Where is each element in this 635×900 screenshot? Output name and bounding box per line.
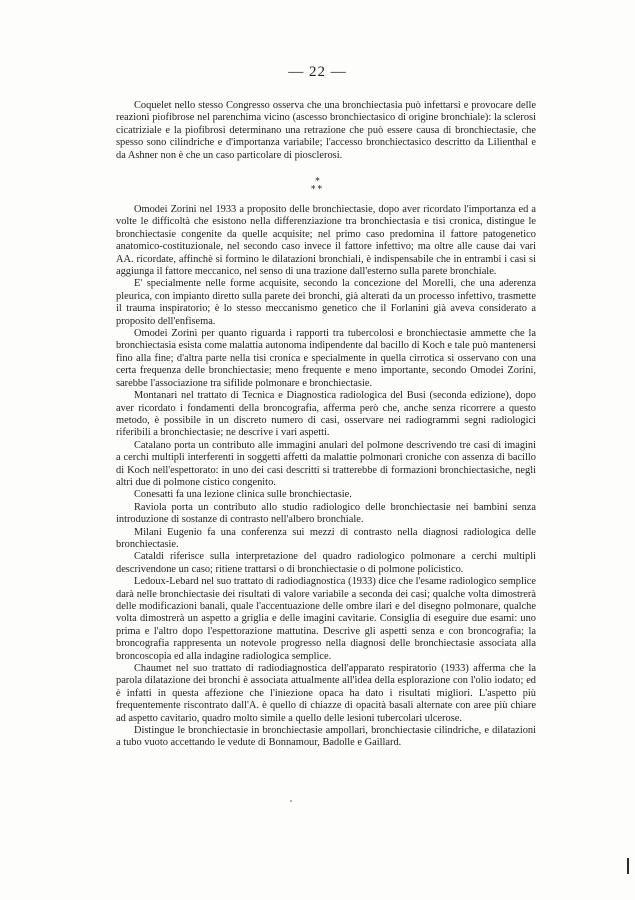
scan-margin-mark bbox=[627, 858, 629, 874]
paragraph: Catalano porta un contributo alle immagini anulari del polmone descrivendo tre casi di imagini a cerchi multipli interferenti in soggetti affetti da malattie polmonari croniche con assenza di bacillo di Koch nell'espettorato: in uno dei casi descritti si tratterebbe di formazioni bronchiectasiche, negli altri due di polmone cistico congenito. bbox=[116, 439, 536, 488]
page-number: — 22 — bbox=[288, 64, 347, 80]
paragraph: Conesatti fa una lezione clinica sulle bronchiectasie. bbox=[134, 489, 352, 501]
paragraph: Omodei Zorini per quanto riguarda i rapporti tra tubercolosi e bronchiectasie ammette che la bronchiectasia esista come malattia autonoma indipendente dal bacillo di Koch e tale può mantenersi fino alla fine; d'altra parte nella tisi cronica e specialmente in quella cirrotica si osservano con una certa frequenza delle bronchiectasie; meno frequente e meno importante, secondo Omodei Zorini, sarebbe l'associazione tra sifilide polmonare e bronchiectasie. bbox=[116, 328, 536, 389]
paragraph: Distingue le bronchiectasie in bronchiectasie ampollari, bronchiectasie cilindriche, e dilatazioni a tubo vuoto accettando le vedute di Bonnamour, Badolle e Gaillard. bbox=[116, 725, 536, 749]
paragraph: Ledoux-Lebard nel suo trattato di radiodiagnostica (1933) dice che l'esame radiologico semplice darà nelle bronchiectasie dei risultati di valore variabile a seconda dei casi; qualche volta dimostrerà delle modificazioni banali, quale l'accentuazione delle ombre ilari e del disegno polmonare, qualche volta dimostrerà un aspetto a griglia e delle imagini cavitarie. Consiglia di eseguire due esami: uno prima e l'altro dopo l'espettorazione mattutina. Descrive gli aspetti senza e con broncografia; la broncografia rappresenta un notevole progresso nella diagnosi delle bronchiectasie associata alla broncoscopia ed alla indagine radiologica semplice. bbox=[116, 576, 536, 662]
paragraph: Coquelet nello stesso Congresso osserva che una bronchiectasia può infettarsi e provocare delle reazioni piofibrose nel parenchima vicino (ascesso bronchiectasico di origine bronchiale): la sclerosi cicatriziale e la piofibrosi determinano una retrazione che può essere causa di bronchiectasie, che spesso sono cilindriche e d'importanza variabile; l'accesso bronchiectasico descritto da Lilienthal e da Ashner non è che un caso particolare di piosclerosi. bbox=[116, 100, 536, 161]
asterism-top: * bbox=[315, 177, 320, 187]
section-asterism bbox=[0, 178, 635, 194]
opening-section bbox=[116, 100, 536, 162]
main-section bbox=[116, 204, 536, 750]
paragraph: Chaumet nel suo trattato di radiodiagnostica dell'apparato respiratorio (1933) afferma che la parola dilatazione dei bronchi è associata attualmente all'idea della esplorazione con l'olio iodato; ed è infatti in questa affezione che l'iniezione opaca ha dato i risultati migliori. L'aspetto più frequentemente riscontrato dall'A. è quello di chiazze di opacità basali alternate con aree più chiare ad aspetto cavitario, quadro molto simile a quello delle lesioni tubercolari ulcerose. bbox=[116, 663, 536, 724]
paragraph: Omodei Zorini nel 1933 a proposito delle bronchiectasie, dopo aver ricordato l'importanza ed a volte le difficoltà che esistono nella differenziazione tra bronchiectasia e tisi cronica, distingue le bronchiectasie congenite da quelle acquisite; nel primo caso predomina il fattore patogenetico anatomico-costituzionale, nel secondo caso invece il fattore infettivo; ma oltre alle cause dai vari AA. ricordate, affinchè si formino le dilatazioni bronchiali, è indispensabile che in entrambi i casi si aggiunga il fattore meccanico, nel senso di una trazione dall'esterno sulla parete bronchiale. bbox=[116, 204, 536, 278]
paragraph: Montanari nel trattato di Tecnica e Diagnostica radiologica del Busi (seconda edizione), dopo aver ricordato i fondamenti della broncografia, afferma però che, anche senza ricorrere a questo metodo, è possibile in un discreto numero di casi, osservare nei radiogrammi segni radiologici riferibili a bronchiectasie; ne descrive i vari aspetti. bbox=[116, 390, 536, 439]
paragraph: Milani Eugenio fa una conferenza sui mezzi di contrasto nella diagnosi radiologica delle bronchiectasie. bbox=[116, 526, 536, 550]
paragraph: E' specialmente nelle forme acquisite, secondo la concezione del Morelli, che una aderenza pleurica, con impianto diretto sulla parete dei bronchi, già alterati da un processo infettivo, trasmette il trauma inspiratorio; è lo stesso meccanismo genetico che il Forlanini già aveva considerato a proposito dell'enfisema. bbox=[116, 278, 536, 327]
scan-speck bbox=[290, 800, 292, 802]
asterism-bottom: ** bbox=[311, 185, 324, 195]
paragraph: Raviola porta un contributo allo studio radiologico delle bronchiectasie nei bambini senza introduzione di sostanze di contrasto nell'albero bronchiale. bbox=[116, 501, 536, 526]
paragraph: Cataldi riferisce sulla interpretazione del quadro radiologico polmonare a cerchi multipli descrivendone un caso; ritiene trattarsi o di bronchiectasie o di polmone policistico. bbox=[116, 551, 536, 575]
